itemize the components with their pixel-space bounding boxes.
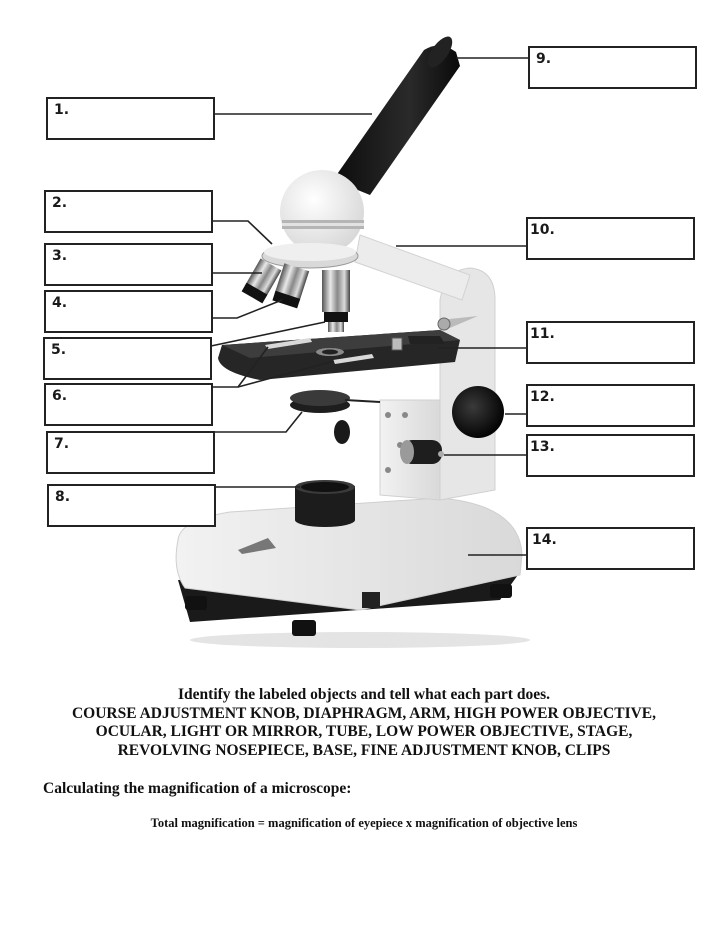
label-number: 11. — [530, 326, 555, 342]
word-bank-line: OCULAR, LIGHT OR MIRROR, TUBE, LOW POWER OBJECTIVE, STAGE, — [95, 723, 633, 740]
label-number: 9. — [536, 51, 552, 67]
label-number: 3. — [52, 248, 68, 264]
label-number: 1. — [54, 102, 70, 118]
label-number: 12. — [530, 389, 555, 405]
label-number: 10. — [530, 222, 555, 238]
label-number: 5. — [51, 342, 67, 358]
label-box-4[interactable] — [44, 290, 213, 333]
label-number: 7. — [54, 436, 70, 452]
label-box-13[interactable] — [526, 434, 695, 477]
word-bank-line: COURSE ADJUSTMENT KNOB, DIAPHRAGM, ARM, HIGH POWER OBJECTIVE, — [71, 704, 657, 722]
magnification-heading: Calculating the magnification of a microscope: — [43, 780, 352, 797]
light-illustration — [295, 480, 355, 527]
label-number: 14. — [532, 532, 557, 548]
label-box-3[interactable] — [44, 243, 213, 286]
label-box-10[interactable] — [526, 217, 695, 260]
label-box-2[interactable] — [44, 190, 213, 233]
label-box-12[interactable] — [526, 384, 695, 427]
label-box-6[interactable] — [44, 383, 213, 426]
label-box-1[interactable] — [46, 97, 215, 140]
objectives-illustration — [242, 258, 350, 332]
word-bank-line: REVOLVING NOSEPIECE, BASE, FINE ADJUSTMENT KNOB, CLIPS — [117, 741, 611, 759]
label-number: 13. — [530, 439, 555, 455]
label-number: 6. — [52, 388, 68, 404]
head-illustration — [280, 170, 364, 254]
instructions-block — [0, 686, 728, 760]
magnification-formula: Total magnification = magnification of eyepiece x magnification of objective lens — [150, 816, 578, 830]
instructions-title: Identify the labeled objects and tell what each part does. — [178, 686, 550, 703]
diaphragm-illustration — [290, 390, 380, 413]
label-number: 4. — [52, 295, 68, 311]
label-number: 8. — [55, 489, 71, 505]
label-box-7[interactable] — [46, 431, 215, 474]
label-number: 2. — [52, 195, 68, 211]
label-box-11[interactable] — [526, 321, 695, 364]
label-box-14[interactable] — [526, 527, 695, 570]
label-box-5[interactable] — [43, 337, 212, 380]
label-box-8[interactable] — [47, 484, 216, 527]
label-box-9[interactable] — [528, 46, 697, 89]
nosepiece-illustration — [262, 243, 358, 268]
